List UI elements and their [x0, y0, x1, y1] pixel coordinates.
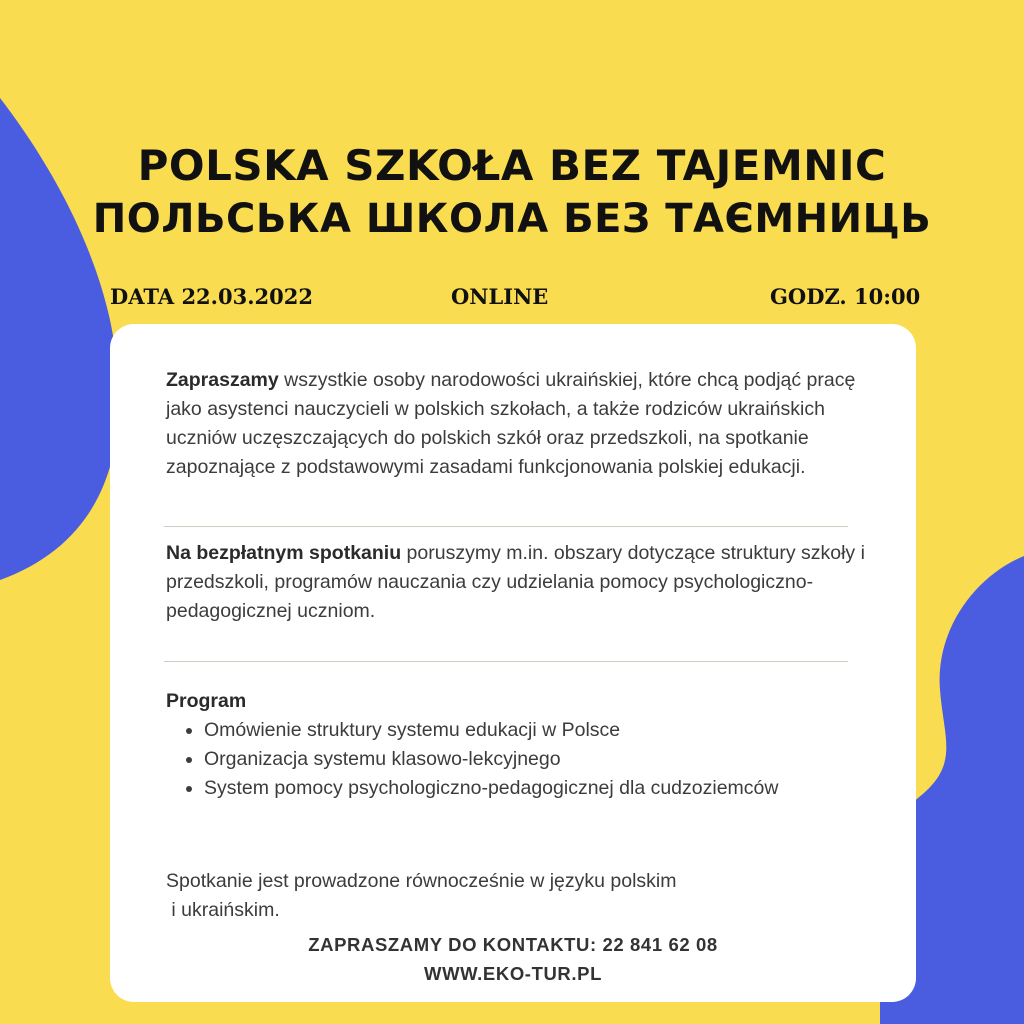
program-item: • Omówienie struktury systemu edukacji w Polsce	[204, 716, 824, 745]
divider	[164, 661, 848, 662]
program-heading: Program	[166, 690, 247, 712]
event-mode: ONLINE	[451, 284, 549, 309]
intro-paragraph	[166, 366, 866, 482]
language-note	[166, 867, 806, 925]
contact-website[interactable]: WWW.EKO-TUR.PL	[424, 963, 602, 984]
meeting-bold: Na bezpłatnym spotkaniu	[166, 542, 402, 564]
title-ukrainian: ПОЛЬСЬКА ШКОЛА БЕЗ ТАЄМНИЦЬ	[92, 196, 932, 242]
program-list	[166, 716, 824, 803]
contact-phone: ZAPRASZAMY DO KONTAKTU: 22 841 62 08	[308, 934, 718, 955]
info-card	[110, 324, 916, 1002]
program-item: • Organizacja systemu klasowo-lekcyjnego	[204, 745, 824, 774]
event-time: GODZ. 10:00	[770, 284, 921, 309]
intro-bold: Zapraszamy	[166, 369, 279, 391]
language-line-2: i ukraińskim.	[166, 899, 280, 921]
program-item: • System pomocy psychologiczno-pedagogicznej dla cudzoziemców	[204, 774, 824, 803]
intro-text: wszystkie osoby narodowości ukraińskiej, które chcą podjąć pracę jako asystenci nauczycieli w polskich szkołach, a także rodziców ukraińskich uczniów uczęszczających do polskich szkół oraz przedszkoli, na spotkanie zapoznające z podstawowymi zasadami funkcjonowania polskiej edukacji.	[166, 369, 856, 478]
meeting-text: poruszymy m.in. obszary dotyczące struktury szkoły i przedszkoli, programów nauczania czy udzielania pomocy psychologiczno-pedagogicznej uczniom.	[166, 542, 865, 622]
event-date: DATA 22.03.2022	[110, 284, 313, 309]
meeting-paragraph	[166, 539, 866, 626]
divider	[164, 526, 848, 527]
language-line-1: Spotkanie jest prowadzone równocześnie w języku polskim	[166, 870, 677, 892]
title-polish: POLSKA SZKOŁA BEZ TAJEMNIC	[137, 141, 887, 190]
